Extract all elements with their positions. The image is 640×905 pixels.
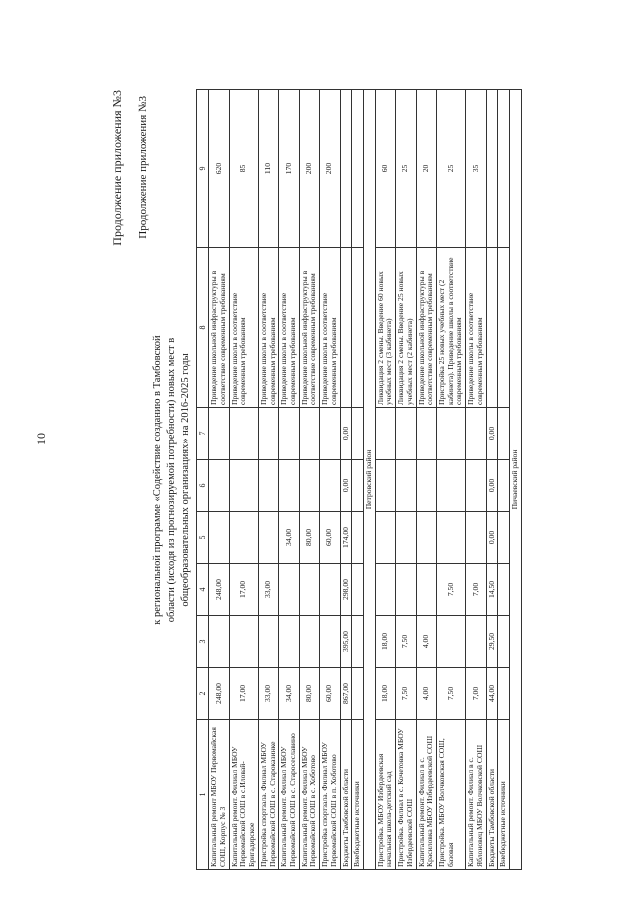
cell-col-1: Бюджеты Тамбовской области: [486, 720, 498, 870]
cell-col-7: [258, 408, 278, 460]
cell-col-3: [209, 616, 229, 668]
column-header-1: 1: [197, 720, 209, 870]
cell-col-4: [416, 564, 436, 616]
table-row: [229, 90, 258, 870]
section-row: [363, 90, 375, 870]
cell-col-1: Капитальный ремонт. Филиал в с. Яблоновец МБОУ Волчковской СОШ: [466, 720, 486, 870]
cell-col-1: Внебюджетные источники: [498, 720, 510, 870]
table-row: [437, 90, 466, 870]
cell-col-5: [466, 512, 486, 564]
page-number: 10: [34, 433, 48, 445]
cell-col-6: [352, 460, 364, 512]
cell-col-1: Пристройка спортзала. Филиал МБОУ Первомайской СОШ в п. Хоботово: [320, 720, 340, 870]
cell-col-2: 7,50: [437, 668, 466, 720]
cell-col-3: [258, 616, 278, 668]
cell-col-2: 4,00: [416, 668, 436, 720]
cell-col-4: [279, 564, 299, 616]
section-title: Петровский район: [363, 90, 375, 870]
cell-col-8: Приведение школы в соответствие современным требованиям: [320, 248, 340, 408]
table-body: [209, 90, 522, 870]
cell-col-2: 248,00: [209, 668, 229, 720]
cell-col-4: 7,00: [466, 564, 486, 616]
cell-col-6: [466, 460, 486, 512]
cell-col-1: Бюджеты Тамбовской области: [340, 720, 352, 870]
cell-col-6: [258, 460, 278, 512]
cell-col-7: [466, 408, 486, 460]
cell-col-5: [416, 512, 436, 564]
column-header-4: 4: [197, 564, 209, 616]
cell-col-8: Пристройка 25 новых учебных мест (2 кабинета). Приведение школы в соответствие современным требованиям: [437, 248, 466, 408]
header-line-1: Продолжение приложения №3: [137, 96, 149, 239]
table-row: [258, 90, 278, 870]
cell-col-4: 248,00: [209, 564, 229, 616]
table-row: [209, 90, 229, 870]
table-row: [340, 90, 352, 870]
cell-col-2: 867,00: [340, 668, 352, 720]
table-row: [375, 90, 395, 870]
header-line-3: области (исходя из прогнозируемой потребности) новых мест в: [166, 337, 178, 623]
cell-col-1: Пристройка. Филиал в с. Кочетовка МБОУ Избердеевской СОШ: [396, 720, 416, 870]
cell-col-5: 60,00: [320, 512, 340, 564]
section-title: Пичаевский район: [510, 90, 522, 870]
cell-col-7: [352, 408, 364, 460]
table-row: [466, 90, 486, 870]
cell-col-5: [209, 512, 229, 564]
cell-col-2: 7,00: [466, 668, 486, 720]
cell-col-9: 620: [209, 90, 229, 248]
cell-col-9: 20: [416, 90, 436, 248]
cell-col-3: [498, 616, 510, 668]
cell-col-4: 33,00: [258, 564, 278, 616]
cell-col-2: 34,00: [279, 668, 299, 720]
cell-col-5: [396, 512, 416, 564]
cell-col-7: [416, 408, 436, 460]
cell-col-5: [258, 512, 278, 564]
cell-col-1: Капитальный ремонт. Филиал МБОУ Первомайской СОШ в с.Иловай-Бригадирское: [229, 720, 258, 870]
cell-col-9: 25: [396, 90, 416, 248]
cell-col-8: Приведение школы в соответствие современным требованиям: [229, 248, 258, 408]
cell-col-3: [466, 616, 486, 668]
cell-col-9: [352, 90, 364, 248]
cell-col-3: 4,00: [416, 616, 436, 668]
cell-col-5: 34,00: [279, 512, 299, 564]
table-header-row: [197, 90, 209, 870]
section-row: [510, 90, 522, 870]
cell-col-5: [352, 512, 364, 564]
cell-col-6: [396, 460, 416, 512]
cell-col-1: Капитальный ремонт МБОУ Первомайская СОШ, Корпус № 3: [209, 720, 229, 870]
program-table: [196, 89, 522, 870]
cell-col-5: 0,00: [486, 512, 498, 564]
cell-col-7: [279, 408, 299, 460]
cell-col-9: 25: [437, 90, 466, 248]
cell-col-2: 18,00: [375, 668, 395, 720]
cell-col-1: Пристройка. МБОУ Избердеевская начальная школа-детский сад: [375, 720, 395, 870]
cell-col-7: [299, 408, 319, 460]
cell-col-1: Пристройка. МБОУ Волчковская СОШ, базовая: [437, 720, 466, 870]
cell-col-9: [498, 90, 510, 248]
cell-col-4: [352, 564, 364, 616]
cell-col-6: 0,00: [486, 460, 498, 512]
cell-col-6: [279, 460, 299, 512]
cell-col-8: Приведение школьной инфраструктуры в соответствие современным требованиям: [299, 248, 319, 408]
table-row: [416, 90, 436, 870]
rotated-document: [110, 90, 580, 870]
cell-col-7: [320, 408, 340, 460]
cell-col-5: [437, 512, 466, 564]
cell-col-8: Ликвидация 2 смены. Введение 25 новых учебных мест (2 кабинета): [396, 248, 416, 408]
cell-col-4: [320, 564, 340, 616]
cell-col-6: [498, 460, 510, 512]
cell-col-3: [299, 616, 319, 668]
cell-col-7: [498, 408, 510, 460]
table-row: [352, 90, 364, 870]
cell-col-2: 60,00: [320, 668, 340, 720]
cell-col-2: [352, 668, 364, 720]
column-header-3: 3: [197, 616, 209, 668]
cell-col-9: 200: [299, 90, 319, 248]
cell-col-4: [299, 564, 319, 616]
cell-col-3: 7,50: [396, 616, 416, 668]
table-row: [279, 90, 299, 870]
cell-col-8: Приведение школы в соответствие современным требованиям: [279, 248, 299, 408]
cell-col-6: [437, 460, 466, 512]
cell-col-6: [299, 460, 319, 512]
cell-col-4: 17,00: [229, 564, 258, 616]
column-header-5: 5: [197, 512, 209, 564]
column-header-7: 7: [197, 408, 209, 460]
cell-col-9: 60: [375, 90, 395, 248]
cell-col-4: [396, 564, 416, 616]
cell-col-8: [498, 248, 510, 408]
table-row: [396, 90, 416, 870]
cell-col-8: [352, 248, 364, 408]
cell-col-9: [486, 90, 498, 248]
cell-col-6: [375, 460, 395, 512]
cell-col-2: [498, 668, 510, 720]
cell-col-7: 0,00: [340, 408, 352, 460]
column-header-9: 9: [197, 90, 209, 248]
cell-col-8: [340, 248, 352, 408]
cell-col-1: Внебюджетные источники: [352, 720, 364, 870]
cell-col-5: 174,00: [340, 512, 352, 564]
cell-col-7: [375, 408, 395, 460]
cell-col-2: 17,00: [229, 668, 258, 720]
column-header-6: 6: [197, 460, 209, 512]
cell-col-3: 29,50: [486, 616, 498, 668]
cell-col-1: Капитальный ремонт. Филиал в с. Красиловка МБОУ Избердеевской СОШ: [416, 720, 436, 870]
cell-col-6: [229, 460, 258, 512]
cell-col-3: [229, 616, 258, 668]
cell-col-2: 80,00: [299, 668, 319, 720]
cell-col-4: [498, 564, 510, 616]
table-row: [299, 90, 319, 870]
column-header-8: 8: [197, 248, 209, 408]
cell-col-5: [498, 512, 510, 564]
cell-col-6: [416, 460, 436, 512]
continuation-title: Продолжение приложения №3: [110, 90, 124, 246]
cell-col-4: [375, 564, 395, 616]
header-line-2: к региональной программе «Содействие созданию в Тамбовской: [151, 335, 163, 625]
cell-col-3: 18,00: [375, 616, 395, 668]
cell-col-4: 7,50: [437, 564, 466, 616]
cell-col-9: 200: [320, 90, 340, 248]
cell-col-2: 44,00: [486, 668, 498, 720]
cell-col-8: [486, 248, 498, 408]
cell-col-9: 85: [229, 90, 258, 248]
table-row: [486, 90, 498, 870]
table-row: [320, 90, 340, 870]
cell-col-9: 170: [279, 90, 299, 248]
cell-col-6: 0,00: [340, 460, 352, 512]
cell-col-3: [352, 616, 364, 668]
cell-col-7: [209, 408, 229, 460]
cell-col-2: 7,50: [396, 668, 416, 720]
cell-col-2: 33,00: [258, 668, 278, 720]
cell-col-1: Пристройка спортзала. Филиал МБОУ Первомайской СОШ в с. Староказинке: [258, 720, 278, 870]
document-header: [136, 90, 193, 870]
cell-col-4: 14,50: [486, 564, 498, 616]
cell-col-8: Ликвидация 2 смены. Введение 60 новых учебных мест (3 кабинета): [375, 248, 395, 408]
cell-col-9: 35: [466, 90, 486, 248]
cell-col-7: [437, 408, 466, 460]
cell-col-5: 80,00: [299, 512, 319, 564]
cell-col-5: [375, 512, 395, 564]
cell-col-3: 395,00: [340, 616, 352, 668]
cell-col-7: 0,00: [486, 408, 498, 460]
cell-col-1: Капитальный ремонт. Филиал МБОУ Первомайской СОШ в с. Хоботово: [299, 720, 319, 870]
cell-col-1: Капитальный ремонт. Филиал МБОУ Первомайской СОШ в с. Старосеславино: [279, 720, 299, 870]
cell-col-9: [340, 90, 352, 248]
column-header-2: 2: [197, 668, 209, 720]
cell-col-9: 110: [258, 90, 278, 248]
cell-col-6: [320, 460, 340, 512]
cell-col-7: [229, 408, 258, 460]
cell-col-3: [320, 616, 340, 668]
header-line-4: общеобразовательных организациях» на 2016-2025 годы: [180, 353, 192, 607]
cell-col-7: [396, 408, 416, 460]
cell-col-8: Приведение школы в соответствие современным требованиям: [466, 248, 486, 408]
table-row: [498, 90, 510, 870]
cell-col-8: Приведение школы в соответствие современным требованиям: [258, 248, 278, 408]
cell-col-6: [209, 460, 229, 512]
cell-col-5: [229, 512, 258, 564]
cell-col-8: Приведение школьной инфраструктуры в соответствие современным требованиям: [416, 248, 436, 408]
cell-col-4: 298,00: [340, 564, 352, 616]
cell-col-8: Приведение школьной инфраструктуры в соответствие современным требованиям: [209, 248, 229, 408]
cell-col-3: [437, 616, 466, 668]
cell-col-3: [279, 616, 299, 668]
